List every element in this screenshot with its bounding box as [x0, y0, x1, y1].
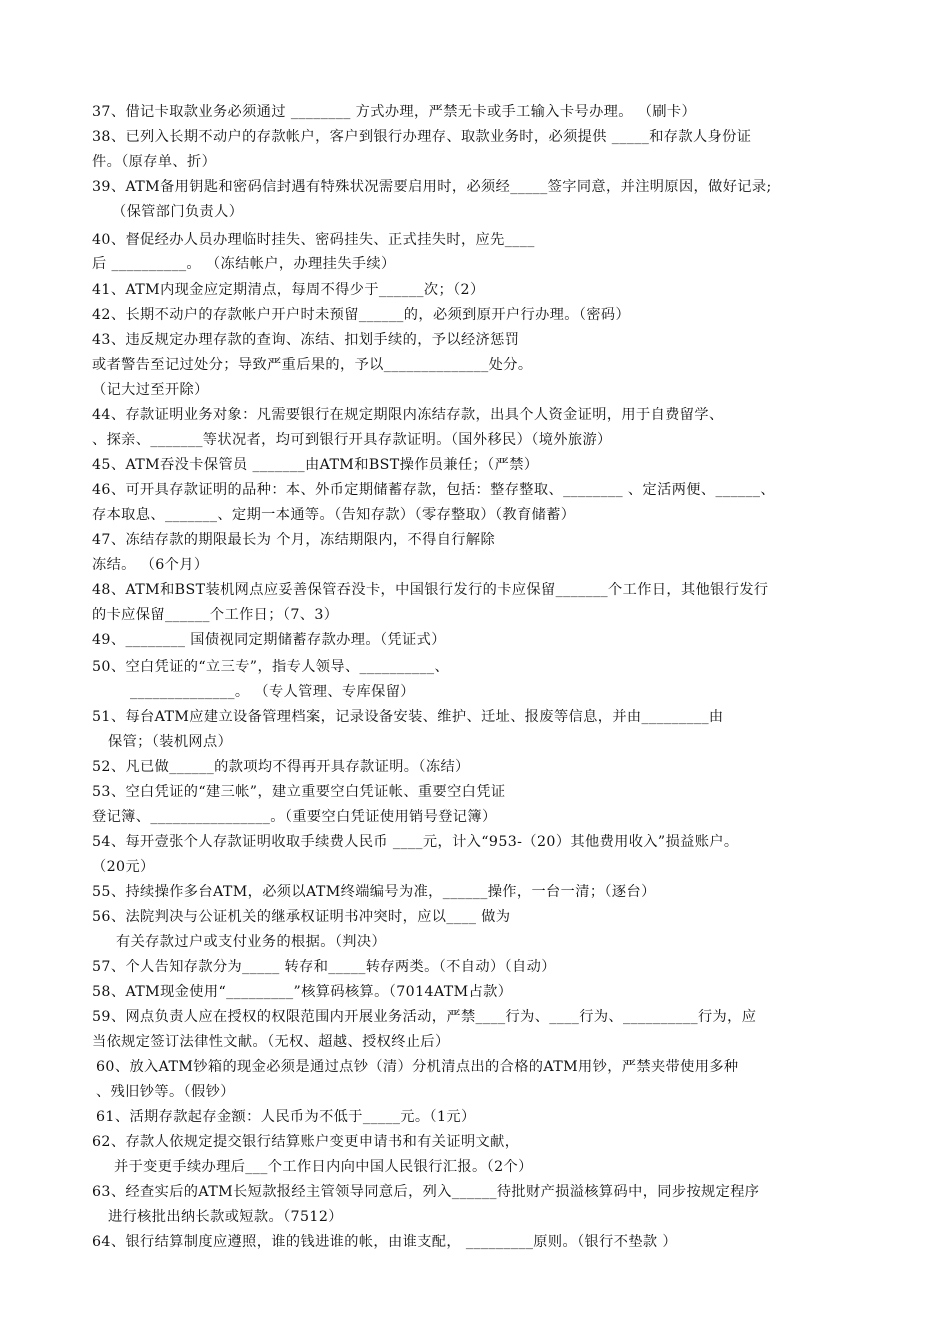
text-line: 52、凡已做______的款项均不得再开具存款证明。（冻结） [92, 759, 470, 775]
text-line: 63、经查实后的ATM长短款报经主管领导同意后，列入______待批财产损溢核算码中，同步按规定程序 [92, 1184, 760, 1200]
text-line: 、残旧钞等。（假钞） [96, 1084, 235, 1100]
text-line: 42、长期不动户的存款帐户开户时未预留______的，必须到原开户行办理。（密码） [92, 307, 631, 323]
text-line: （保管部门负责人） [112, 204, 244, 220]
text-line: （20元） [92, 859, 155, 875]
text-line: 冻结。 （6个月） [92, 557, 209, 573]
text-line: 37、借记卡取款业务必须通过 ________ 方式办理，严禁无卡或手工输入卡号办理。 （刷卡） [92, 104, 697, 120]
text-line: 62、存款人依规定提交银行结算账户变更申请书和有关证明文献， [92, 1134, 520, 1150]
text-line: 并于变更手续办理后___个工作日内向中国人民银行汇报。（2个） [114, 1159, 533, 1175]
text-line: 49、________ 国债视同定期储蓄存款办理。（凭证式） [92, 632, 446, 648]
text-line: 53、空白凭证的“建三帐”，建立重要空白凭证帐、重要空白凭证 [92, 784, 506, 800]
text-line: 47、冻结存款的期限最长为 个月，冻结期限内，不得自行解除 [92, 532, 496, 548]
text-line: 件。（原存单、折） [92, 154, 217, 170]
text-line: 60、放入ATM钞箱的现金必须是通过点钞（清）分机清点出的合格的ATM用钞，严禁夹带使用多种 [96, 1059, 739, 1075]
text-line: 44、存款证明业务对象：凡需要银行在规定期限内冻结存款，出具个人资金证明，用于自费留学、 [92, 407, 724, 423]
text-line: 的卡应保留______个工作日；（7、3） [92, 607, 339, 623]
text-line: ______________。 （专人管理、专库保留） [130, 684, 415, 700]
text-line: 或者警告至记过处分；导致严重后果的，予以______________处分。 [92, 357, 533, 373]
text-line: 登记簿、________________。（重要空白凭证使用销号登记簿） [92, 809, 497, 825]
text-line: 54、每开壹张个人存款证明收取手续费人民币 ____元，计入“953-（20）其他费用收入”损益账户。 [92, 834, 739, 850]
text-line: 有关存款过户或支付业务的根据。（判决） [116, 934, 387, 950]
text-line: 46、可开具存款证明的品种：本、外币定期储蓄存款，包括：整存整取、________ 、定活两便、______、 [92, 482, 776, 498]
text-line: （记大过至开除） [92, 382, 209, 398]
text-line: 45、ATM吞没卡保管员 _______由ATM和BST操作员兼任；（严禁） [92, 457, 539, 473]
text-line: 55、持续操作多台ATM，必须以ATM终端编号为准，______操作，一台一清；（逐台） [92, 884, 656, 900]
text-line: 后 __________。 （冻结帐户，办理挂失手续） [92, 256, 396, 272]
text-line: 57、个人告知存款分为_____ 转存和_____转存两类。（不自动）（自动） [92, 959, 556, 975]
text-line: 58、ATM现金使用“_________”核算码核算。（7014ATM占款） [92, 984, 513, 1000]
text-line: 38、已列入长期不动户的存款帐户，客户到银行办理存、取款业务时，必须提供 _____和存款人身份证 [92, 129, 752, 145]
text-line: 保管；（装机网点） [108, 734, 233, 750]
text-line: 56、法院判决与公证机关的继承权证明书冲突时，应以____ 做为 [92, 909, 511, 925]
text-line: 48、ATM和BST装机网点应妥善保管吞没卡，中国银行发行的卡应保留_______个工作日，其他银行发行 [92, 582, 769, 598]
text-line: 50、空白凭证的“立三专”，指专人领导、__________、 [92, 659, 450, 675]
text-line: 61、活期存款起存金额：人民币为不低于_____元。（1元） [96, 1109, 476, 1125]
text-line: 43、违反规定办理存款的查询、冻结、扣划手续的，予以经济惩罚 [92, 332, 520, 348]
text-line: 当依规定签订法律性文献。（无权、超越、授权终止后） [92, 1034, 450, 1050]
text-line: 59、网点负责人应在授权的权限范围内开展业务活动，严禁____行为、____行为、__________行为，应 [92, 1009, 757, 1025]
text-line: 51、每台ATM应建立设备管理档案，记录设备安装、维护、迁址、报废等信息，并由_________由 [92, 709, 724, 725]
text-line: 64、银行结算制度应遵照，谁的钱进谁的帐，由谁支配， _________原则。（银行不垫款 ） [92, 1234, 677, 1250]
text-line: 41、ATM内现金应定期清点，每周不得少于______次；（2） [92, 282, 485, 298]
text-line: 、探亲、_______等状况者，均可到银行开具存款证明。（国外移民）（境外旅游） [92, 432, 612, 448]
text-line: 40、督促经办人员办理临时挂失、密码挂失、正式挂失时，应先____ [92, 232, 535, 248]
text-line: 进行核批出纳长款或短款。（7512） [108, 1209, 343, 1225]
text-line: 39、ATM备用钥匙和密码信封遇有特殊状况需要启用时，必须经_____签字同意，并注明原因，做好记录; [92, 179, 772, 195]
text-line: 存本取息、_______、定期一本通等。（告知存款）（零存整取）（教育储蓄） [92, 507, 576, 523]
